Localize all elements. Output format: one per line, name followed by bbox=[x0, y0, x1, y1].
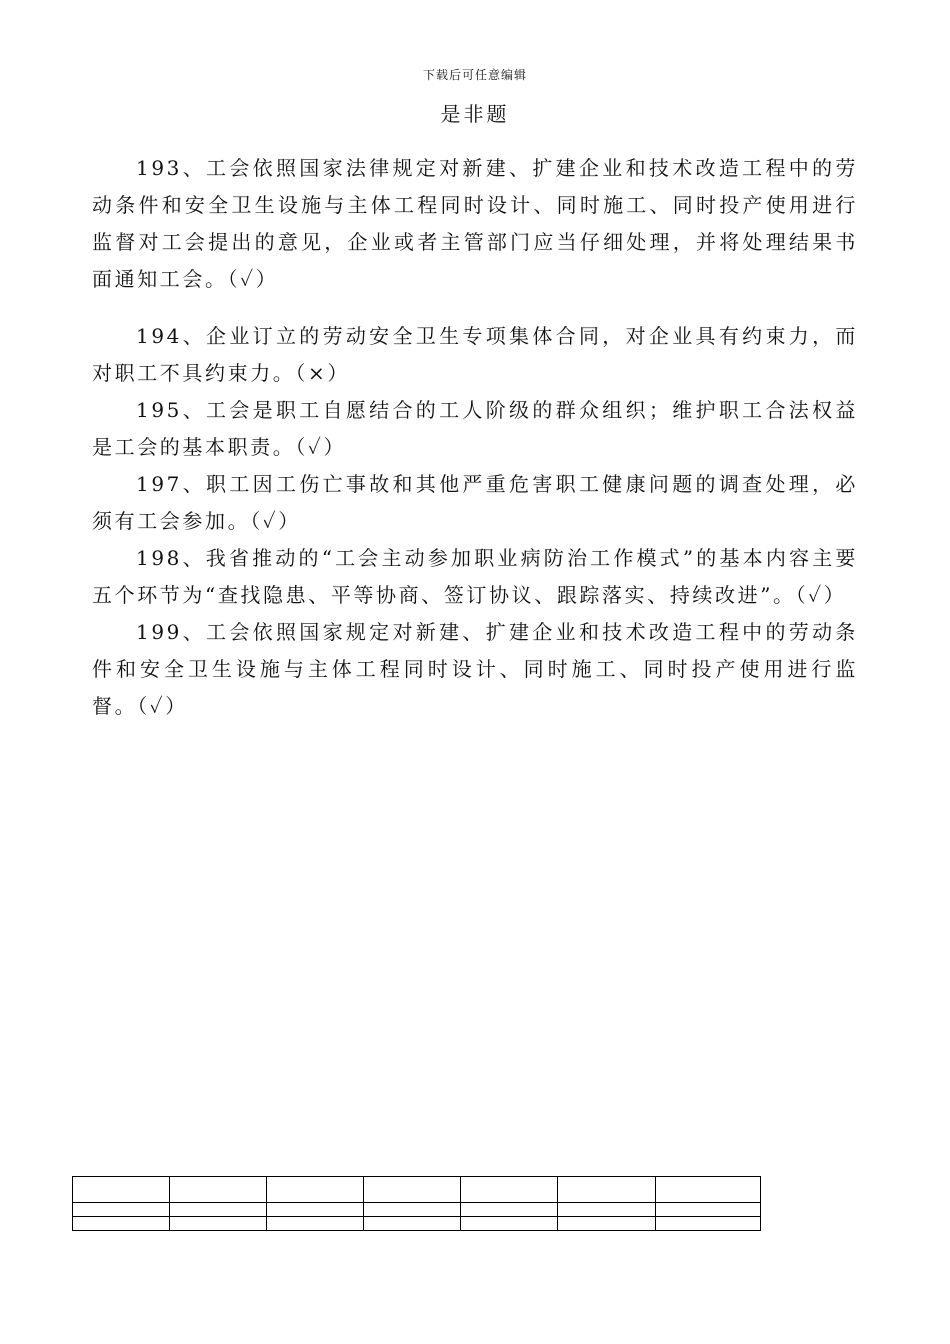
question-text: 我省推动的“工会主动参加职业病防治工作模式”的基本内容主要五个环节为“查找隐患、平等协商、签订协议、跟踪落实、持续改进”。 bbox=[92, 546, 858, 607]
question-number: 197 bbox=[136, 472, 182, 496]
question-answer: （✓） bbox=[795, 583, 847, 607]
header-note: 下载后可任意编辑 bbox=[422, 68, 527, 82]
question-answer: （✓） bbox=[295, 435, 347, 459]
table-cell bbox=[461, 1217, 558, 1231]
question-separator: 、 bbox=[181, 156, 207, 180]
footer-table bbox=[72, 1176, 761, 1231]
table-cell bbox=[73, 1203, 170, 1217]
question-separator: 、 bbox=[181, 546, 206, 570]
page-title: 是非题 bbox=[440, 102, 510, 126]
table-cell bbox=[558, 1217, 656, 1231]
question-answer: （✓） bbox=[137, 694, 188, 718]
table-cell bbox=[461, 1203, 558, 1217]
table-cell bbox=[558, 1203, 656, 1217]
question-separator: 、 bbox=[181, 472, 207, 496]
question-number: 198 bbox=[136, 546, 182, 570]
table-row bbox=[73, 1217, 761, 1231]
question-number: 193 bbox=[136, 156, 182, 180]
table-cell bbox=[558, 1177, 656, 1203]
question-number: 194 bbox=[136, 324, 182, 348]
question-text: 职工因工伤亡事故和其他严重危害职工健康问题的调查处理，必须有工会参加。 bbox=[92, 472, 858, 533]
table-cell bbox=[364, 1217, 461, 1231]
table-cell bbox=[656, 1203, 761, 1217]
table-cell bbox=[656, 1217, 761, 1231]
table-cell bbox=[170, 1177, 267, 1203]
question-text: 工会依照国家法律规定对新建、扩建企业和技术改造工程中的劳动条件和安全卫生设施与主体工程同时设计、同时施工、同时投产使用进行监督对工会提出的意见，企业或者主管部门应当仔细处理，并将处理结果书面通知工会。 bbox=[92, 156, 858, 291]
table-cell bbox=[73, 1177, 170, 1203]
question-answer: （✓） bbox=[250, 509, 301, 533]
question-item bbox=[92, 318, 858, 392]
question-number: 199 bbox=[136, 620, 182, 644]
table-cell bbox=[267, 1217, 364, 1231]
table-cell bbox=[267, 1177, 364, 1203]
question-list bbox=[92, 150, 858, 725]
question-item bbox=[92, 614, 858, 725]
table-cell bbox=[364, 1177, 461, 1203]
table-cell bbox=[656, 1177, 761, 1203]
table-row bbox=[73, 1203, 761, 1217]
question-item bbox=[92, 150, 858, 298]
table-cell bbox=[364, 1203, 461, 1217]
question-separator: 、 bbox=[181, 324, 207, 348]
table-row bbox=[73, 1177, 761, 1203]
question-text: 工会依照国家规定对新建、扩建企业和技术改造工程中的劳动条件和安全卫生设施与主体工程同时设计、同时施工、同时投产使用进行监督。 bbox=[92, 620, 858, 718]
question-text: 企业订立的劳动安全卫生专项集体合同，对企业具有约束力，而对职工不具约束力。 bbox=[92, 324, 858, 385]
question-answer: （✓） bbox=[227, 267, 279, 291]
question-text: 工会是职工自愿结合的工人阶级的群众组织；维护职工合法权益是工会的基本职责。 bbox=[92, 398, 858, 459]
table-cell bbox=[170, 1217, 267, 1231]
question-separator: 、 bbox=[181, 398, 207, 422]
table-cell bbox=[170, 1203, 267, 1217]
question-answer: （×） bbox=[295, 361, 350, 385]
question-item bbox=[92, 392, 858, 466]
question-item bbox=[92, 466, 858, 540]
question-number: 195 bbox=[136, 398, 182, 422]
table-cell bbox=[267, 1203, 364, 1217]
table-cell bbox=[461, 1177, 558, 1203]
table-cell bbox=[73, 1217, 170, 1231]
question-separator: 、 bbox=[181, 620, 207, 644]
question-item bbox=[92, 540, 858, 614]
